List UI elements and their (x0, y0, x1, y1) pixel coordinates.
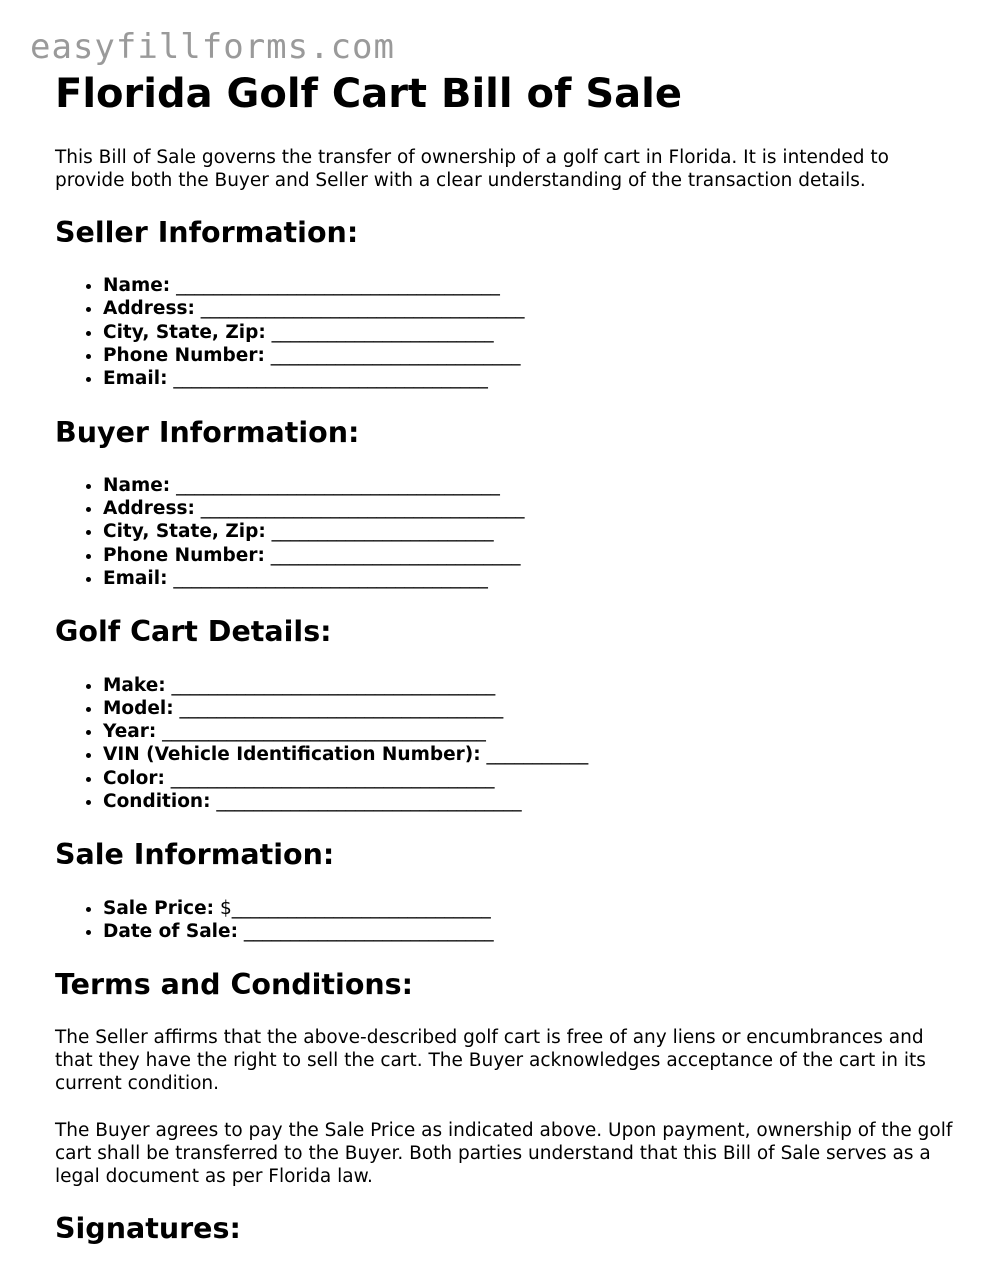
cart-year-field[interactable]: • Year: ___________________________________ (103, 720, 955, 743)
cart-details-heading: Golf Cart Details: (55, 615, 332, 649)
sale-info-heading: Sale Information: (55, 838, 335, 872)
seller-phone-field[interactable]: • Phone Number: ___________________________ (103, 344, 955, 367)
buyer-address-field[interactable]: • Address: ___________________________________ (103, 497, 955, 520)
cart-fields (55, 674, 955, 814)
terms-heading: Terms and Conditions: (55, 968, 414, 1002)
intro-paragraph: This Bill of Sale governs the transfer of ownership of a golf cart in Florida. It is intended to provide both the Buyer and Seller with a clear understanding of the transaction details. (55, 147, 889, 191)
seller-heading: Seller Information: (55, 216, 359, 249)
buyer-fields (55, 474, 955, 590)
buyer-email-field[interactable]: • Email: __________________________________ (103, 567, 955, 590)
buyer-city-state-zip-field[interactable]: • City, State, Zip: ________________________ (103, 520, 955, 543)
sale-price-field[interactable]: • Sale Price: $____________________________ (103, 897, 955, 920)
seller-address-field[interactable]: • Address: ___________________________________ (103, 297, 955, 320)
seller-name-field[interactable]: • Name: ___________________________________ (103, 274, 955, 297)
cart-make-field[interactable]: • Make: ___________________________________ (103, 674, 955, 697)
seller-city-state-zip-field[interactable]: • City, State, Zip: ________________________ (103, 321, 955, 344)
watermark-text: easyfillforms.com (30, 27, 395, 67)
buyer-name-field[interactable]: • Name: ___________________________________ (103, 474, 955, 497)
terms-paragraph-2: The Buyer agrees to pay the Sale Price as indicated above. Upon payment, ownership of the golf cart shall be transferred to the Buyer. Both parties understand that this Bill of Sale serves as a legal document as per Florida law. (55, 1120, 953, 1188)
seller-fields (55, 274, 955, 390)
sale-date-field[interactable]: • Date of Sale: ___________________________ (103, 920, 955, 943)
cart-color-field[interactable]: • Color: ___________________________________ (103, 767, 955, 790)
terms-paragraph-1: The Seller affirms that the above-described golf cart is free of any liens or encumbrances and that they have the right to sell the cart. The Buyer acknowledges acceptance of the cart in its current condition. (55, 1027, 926, 1095)
document-body (55, 70, 955, 1270)
signatures-heading: Signatures: (55, 1212, 241, 1246)
seller-email-field[interactable]: • Email: __________________________________ (103, 367, 955, 390)
buyer-heading: Buyer Information: (55, 415, 360, 449)
document-title: Florida Golf Cart Bill of Sale (55, 71, 682, 117)
cart-condition-field[interactable]: • Condition: _________________________________ (103, 790, 955, 813)
cart-model-field[interactable]: • Model: ___________________________________ (103, 697, 955, 720)
buyer-phone-field[interactable]: • Phone Number: ___________________________ (103, 544, 955, 567)
cart-vin-field[interactable]: • VIN (Vehicle Identification Number): ___________ (103, 743, 955, 766)
sale-fields (55, 897, 955, 944)
